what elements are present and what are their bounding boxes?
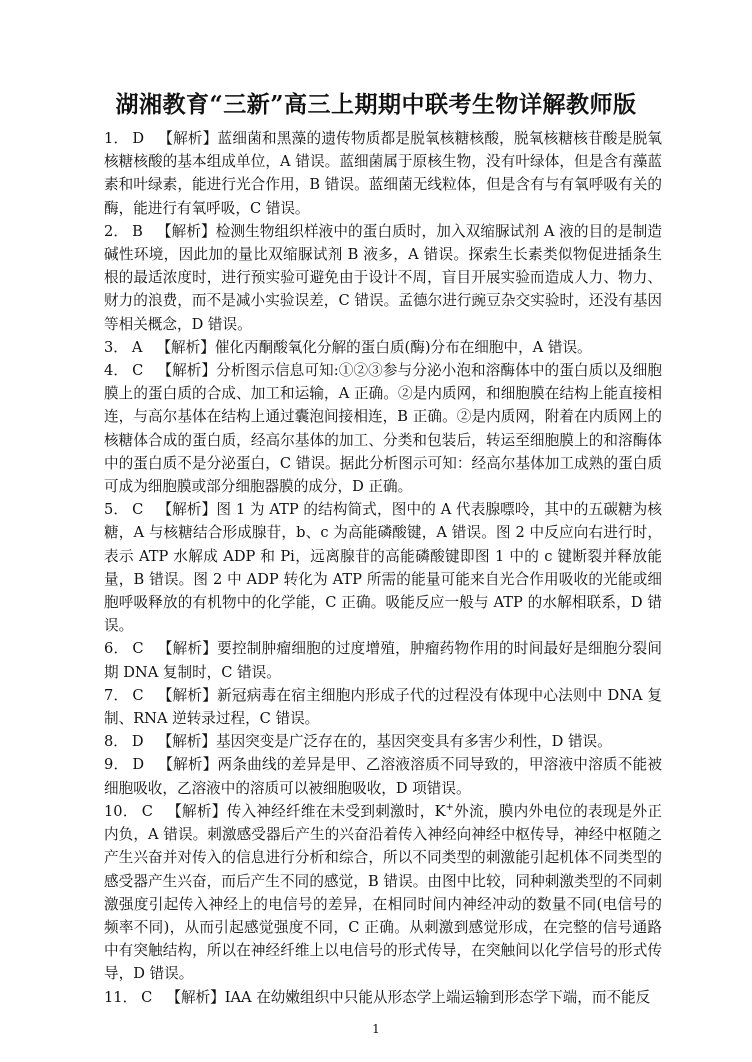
item-answer: C <box>141 988 153 1006</box>
answer-item-6 <box>104 637 662 683</box>
answer-item-7 <box>104 684 662 730</box>
item-answer: C <box>132 501 144 519</box>
item-answer: D <box>132 756 145 774</box>
superscript-plus: + <box>445 802 454 814</box>
answer-item-4 <box>104 359 662 498</box>
item-answer: A <box>131 338 143 356</box>
item-number: 11． <box>104 988 138 1006</box>
item-number: 1． <box>104 130 129 147</box>
answer-item-8 <box>104 730 662 753</box>
item-explanation: 外流，膜内外电位的表现是外正内负，A 错误。刺激感受器后产生的兴奋沿着传入神经向神经中枢传导，神经中枢随之产生兴奋并对传入的信息进行分析和综合，所以不同类型的刺激能引起机体不同类型的感受器产生兴奋，而后产生不同的感觉，B 错误。由图中比较，同种刺激类型的不同刺激强度引起传入神经上的电信号的差异，在相同时间内神经冲动的数量不同(电信号的频率不同)，从而引起感觉强度不同，C 正确。从刺激到感觉形成，在完整的信号通路中有突触结构，所以在神经纤维上以电信号的形式传导，在突触间以化学信号的形式传导，D 错误。 <box>104 802 662 983</box>
answer-item-3 <box>104 336 662 359</box>
item-explanation: 【解析】IAA 在幼嫩组织中只能从形态学上端运输到形态学下端，而不能反 <box>166 988 651 1006</box>
answer-list <box>104 127 662 1009</box>
answer-item-1 <box>104 127 662 220</box>
document-title: 湖湘教育“三新”高三上期期中联考生物详解教师版 <box>115 91 637 118</box>
item-answer: C <box>132 362 144 380</box>
item-answer: C <box>132 686 144 704</box>
item-answer: C <box>141 802 153 820</box>
answer-item-5 <box>104 498 662 637</box>
answer-item-2 <box>104 220 662 336</box>
item-explanation: 【解析】新冠病毒在宿主细胞内形成子代的过程没有体现中心法则中 DNA 复制、RNA 逆转录过程，C 错误。 <box>104 686 662 728</box>
item-explanation-start: 【解析】传入神经纤维在未受到刺激时，K <box>166 802 446 820</box>
item-explanation: 【解析】分析图示信息可知:①②③参与分泌小泡和溶酶体中的蛋白质以及细胞膜上的蛋白质的合成、加工和运输，A 正确。②是内质网，和细胞膜在结构上能直接相连，与高尔基体在结构上通过囊泡间接相连，B 正确。②是内质网，附着在内质网上的核糖体合成的蛋白质，经高尔基体的加工、分类和包装后，转运至细胞膜上的和溶酶体中的蛋白质不是分泌蛋白，C 错误。据此分析图示可知：经高尔基体加工成熟的蛋白质可成为细胞膜或部分细胞器膜的成分，D 正确。 <box>104 362 662 496</box>
item-number: 10． <box>104 802 138 820</box>
page-number: 1 <box>372 1022 380 1036</box>
item-answer: D <box>131 733 144 751</box>
item-number: 7． <box>104 686 129 704</box>
item-answer: B <box>132 222 143 240</box>
item-number: 2． <box>104 222 129 240</box>
item-number: 6． <box>104 640 129 658</box>
item-explanation: 【解析】图 1 为 ATP 的结构简式，图中的 A 代表腺嘌呤，其中的五碳糖为核糖，A 与核糖结合形成腺苷，b、c 为高能磷酸键，A 错误。图 2 中反应向右进行时，表示 ATP 水解成 ADP 和 Pi，远离腺苷的高能磷酸键即图 1 中的 c 键断裂并释放能量，B 错误。图 2 中 ADP 转化为 ATP 所需的能量可能来自光合作用吸收的光能或细胞呼吸释放的有机物中的化学能，C 正确。吸能反应一般与 ATP 的水解相联系，D 错误。 <box>104 501 662 635</box>
item-explanation: 【解析】催化丙酮酸氧化分解的蛋白质(酶)分布在细胞中，A 错误。 <box>156 338 592 356</box>
item-explanation: 【解析】基因突变是广泛存在的，基因突变具有多害少利性，D 错误。 <box>157 733 612 751</box>
item-number: 8． <box>104 733 128 751</box>
item-number: 9． <box>104 756 129 774</box>
item-answer: D <box>132 130 145 147</box>
item-explanation: 【解析】蓝细菌和黑藻的遗传物质都是脱氧核糖核酸，脱氧核糖核苷酸是脱氧核糖核酸的基本组成单位，A 错误。蓝细菌属于原核生物，没有叶绿体，但是含有藻蓝素和叶绿素，能进行光合作用，B 错误。蓝细菌无线粒体，但是含有与有氧呼吸有关的酶，能进行有氧呼吸，C 错误。 <box>104 130 662 217</box>
item-answer: C <box>132 640 144 658</box>
item-number: 3． <box>104 338 128 356</box>
item-explanation: 【解析】两条曲线的差异是甲、乙溶液溶质不同导致的，甲溶液中溶质不能被细胞吸收，乙溶液中的溶质可以被细胞吸收，D 项错误。 <box>104 756 662 797</box>
item-explanation: 【解析】检测生物组织样液中的蛋白质时，加入双缩脲试剂 A 液的目的是制造碱性环境，因此加的量比双缩脲试剂 B 液多，A 错误。探索生长素类似物促进插条生根的最适浓度时，进行预实验可避免由于设计不周，盲目开展实验而造成人力、物力、财力的浪费，而不是减小实验误差，C 错误。孟德尔进行豌豆杂交实验时，还没有基因等相关概念，D 错误。 <box>104 222 662 333</box>
item-number: 5． <box>104 501 129 519</box>
answer-item-11 <box>104 986 662 1009</box>
answer-item-9 <box>104 753 662 799</box>
answer-item-10 <box>104 800 662 986</box>
item-number: 4． <box>104 362 129 380</box>
item-explanation: 【解析】要控制肿瘤细胞的过度增殖，肿瘤药物作用的时间最好是细胞分裂间期 DNA 复制时，C 错误。 <box>104 640 662 681</box>
